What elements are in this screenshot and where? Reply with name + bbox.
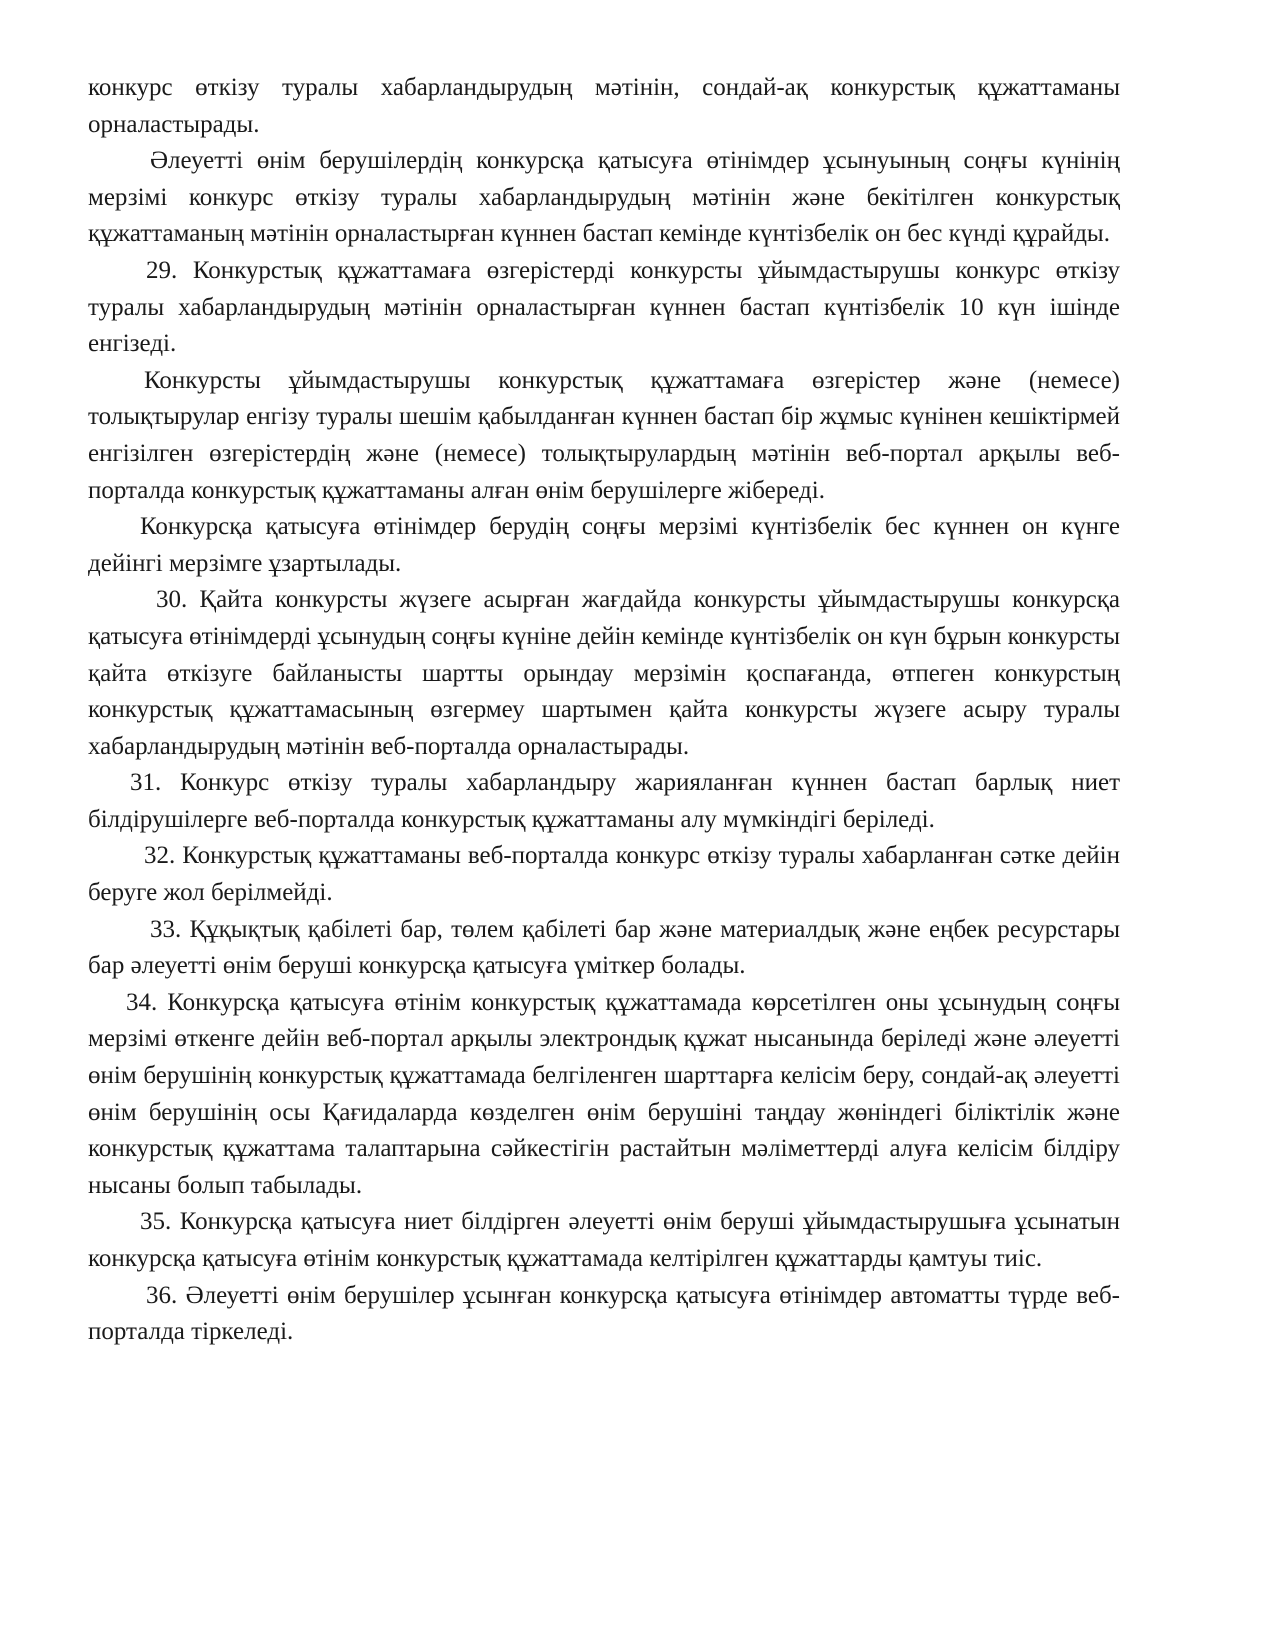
paragraph-29: 29. Конкурстық құжаттамаға өзгерістерді конкурсты ұйымдастырушы конкурс өткізу туралы хабарландырудың мәтінін орналастырған күннен бастап күнтізбелік 10 күн ішінде енгізеді.: [88, 256, 1120, 358]
paragraph-deadline: Әлеуетті өнім берушілердің конкурсқа қатысуға өтінімдер ұсынуының соңғы күнінің мерзімі конкурс өткізу туралы хабарландырудың мәтінін және бекітілген конкурстық құжаттаманың мәтінін орналастырған күннен бастап кемінде күнтізбелік он бес күнді құрайды.: [88, 147, 1120, 248]
paragraph-31: 31. Конкурс өткізу туралы хабарландыру жарияланған күннен бастап барлық ниет білдірушілерге веб-порталда конкурстық құжаттаманы алу мүмкіндігі беріледі.: [88, 769, 1120, 833]
paragraph-35: 35. Конкурсқа қатысуға ниет білдірген әлеуетті өнім беруші ұйымдастырушыға ұсынатын конкурсқа қатысуға өтінім конкурстық құжаттамада келтірілген құжаттарды қамтуы тиіс.: [88, 1208, 1120, 1272]
document-page: [88, 70, 1120, 1351]
paragraph-intro: конкурс өткізу туралы хабарландырудың мәтінін, сондай-ақ конкурстық құжаттаманы орналастырады.: [88, 74, 1120, 138]
paragraph-33: 33. Құқықтық қабілеті бар, төлем қабілеті бар және материалдық және еңбек ресурстары бар әлеуетті өнім беруші конкурсқа қатысуға үміткер болады.: [88, 915, 1120, 980]
paragraph-36: 36. Әлеуетті өнім берушілер ұсынған конкурсқа қатысуға өтінімдер автоматты түрде веб-порталда тіркеледі.: [88, 1281, 1120, 1346]
paragraph-34: 34. Конкурсқа қатысуға өтінім конкурстық құжаттамада көрсетілген оны ұсынудың соңғы мерзімі өткенге дейін веб-портал арқылы электрондық құжат нысанында беріледі және әлеуетті өнім берушінің конкурстық құжаттамада белгіленген шарттарға келісім беру, сондай-ақ әлеуетті өнім берушінің осы Қағидаларда көзделген өнім берушіні таңдау жөніндегі біліктілік және конкурстық құжаттама талаптарына сәйкестігін растайтын мәліметтерді алуға келісім білдіру нысаны болып табылады.: [88, 988, 1120, 1199]
paragraph-32: 32. Конкурстық құжаттаманы веб-порталда конкурс өткізу туралы хабарланған сәтке дейін беруге жол берілмейді.: [88, 842, 1120, 907]
paragraph-changes: Конкурсты ұйымдастырушы конкурстық құжаттамаға өзгерістер және (немесе) толықтырулар енгізу туралы шешім қабылданған күннен бастап бір жұмыс күнінен кешіктірмей енгізілген өзгерістердің және (немесе) толықтырулардың мәтінін веб-портал арқылы веб-порталда конкурстық құжаттаманы алған өнім берушілерге жібереді.: [88, 366, 1120, 504]
paragraph-extension: Конкурсқа қатысуға өтінімдер берудің соңғы мерзімі күнтізбелік бес күннен он күнге дейінгі мерзімге ұзартылады.: [88, 513, 1120, 577]
paragraph-30: 30. Қайта конкурсты жүзеге асырған жағдайда конкурсты ұйымдастырушы конкурсқа қатысуға өтінімдерді ұсынудың соңғы күніне дейін кемінде күнтізбелік он күн бұрын конкурсты қайта өткізуге байланысты шартты орындау мерзімін қоспағанда, өтпеген конкурстың конкурстық құжаттамасының өзгермеу шартымен қайта конкурсты жүзеге асыру туралы хабарландырудың мәтінін веб-порталда орналастырады.: [88, 586, 1121, 760]
